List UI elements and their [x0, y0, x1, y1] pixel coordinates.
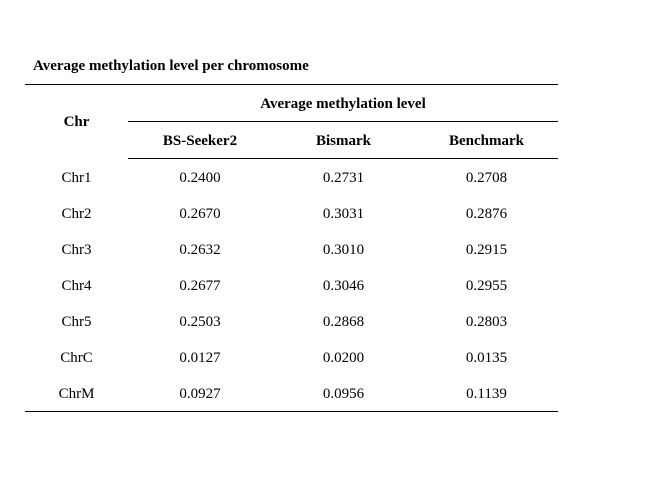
cell-bismark: 0.2868 — [322, 314, 365, 330]
cell-bs-seeker2: 0.0927 — [179, 386, 221, 402]
cell-bs-seeker2: 0.2400 — [179, 170, 221, 186]
column-header-chr: Chr — [63, 114, 90, 130]
cell-bs-seeker2: 0.2503 — [179, 314, 221, 330]
cell-benchmark: 0.2955 — [465, 278, 508, 294]
cell-bs-seeker2: 0.0127 — [179, 350, 221, 366]
cell-bismark: 0.2731 — [322, 170, 365, 186]
cell-bismark: 0.3046 — [322, 278, 365, 294]
cell-bismark: 0.0956 — [322, 386, 365, 402]
table-caption: Average methylation level per chromosome — [33, 58, 309, 74]
cell-chr: Chr2 — [61, 206, 92, 222]
cell-bismark: 0.3031 — [322, 206, 365, 222]
cell-chr: ChrM — [58, 386, 95, 402]
column-header-benchmark: Benchmark — [449, 133, 524, 149]
cell-benchmark: 0.1139 — [466, 386, 507, 402]
cell-benchmark: 0.2708 — [465, 170, 508, 186]
cell-chr: ChrC — [60, 350, 93, 366]
cell-bs-seeker2: 0.2670 — [179, 206, 221, 222]
cell-bismark: 0.0200 — [322, 350, 365, 366]
cell-bs-seeker2: 0.2677 — [179, 278, 221, 294]
header-rule — [128, 158, 558, 159]
cell-benchmark: 0.2876 — [465, 206, 508, 222]
column-group-header: Average methylation level — [260, 96, 426, 112]
bottom-rule — [25, 411, 558, 412]
cell-bs-seeker2: 0.2632 — [179, 242, 221, 258]
cell-benchmark: 0.0135 — [465, 350, 508, 366]
cell-chr: Chr4 — [61, 278, 92, 294]
group-rule — [128, 121, 558, 122]
cell-bismark: 0.3010 — [322, 242, 365, 258]
cell-chr: Chr3 — [61, 242, 92, 258]
top-rule — [25, 84, 558, 85]
cell-benchmark: 0.2915 — [465, 242, 508, 258]
column-header-bs-seeker2: BS-Seeker2 — [162, 133, 238, 149]
cell-benchmark: 0.2803 — [465, 314, 508, 330]
column-header-bismark: Bismark — [315, 133, 371, 149]
cell-chr: Chr5 — [61, 314, 92, 330]
cell-chr: Chr1 — [61, 170, 92, 186]
